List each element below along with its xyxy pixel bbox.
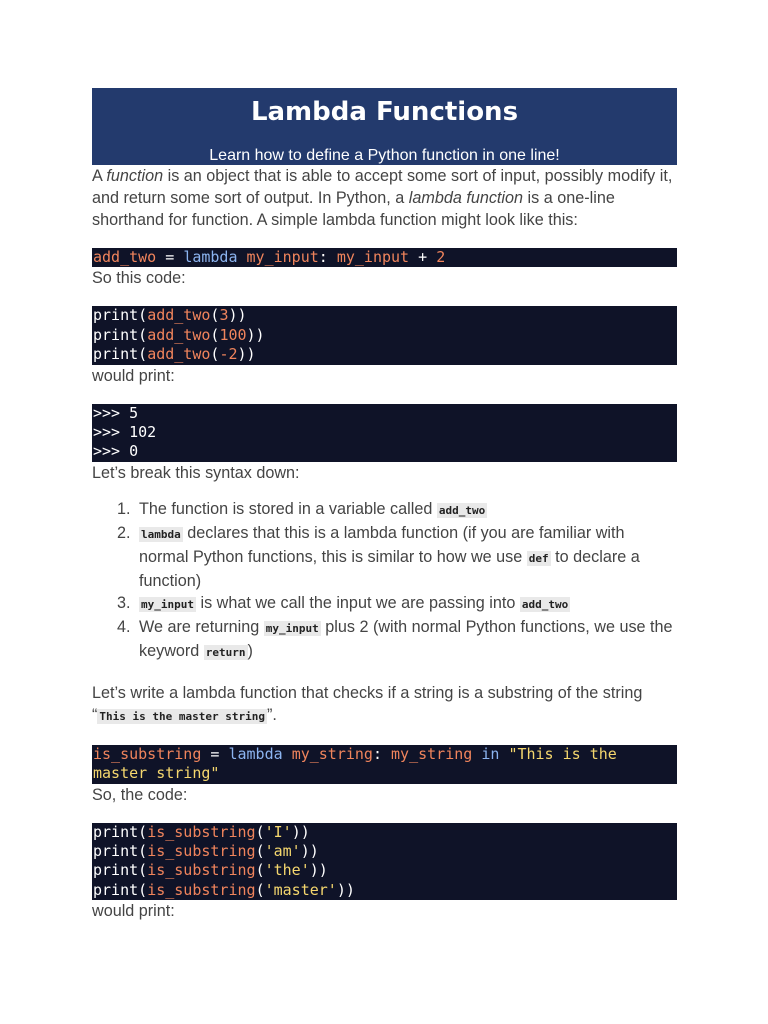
code-token: is_substring — [147, 880, 256, 899]
code-token: is_substring — [147, 841, 256, 860]
code-token — [238, 248, 247, 266]
step-text: plus 2 (with normal Python functions, we use the keyword — [139, 617, 673, 660]
code-token: print( — [93, 306, 148, 325]
code-line — [93, 823, 677, 842]
step-text: We are returning — [139, 617, 264, 636]
code-token: ( — [210, 325, 220, 344]
text-so-the-code: So, the code: — [92, 785, 188, 804]
code-block-is-substring — [92, 745, 677, 784]
code-token: print( — [93, 861, 148, 880]
code-token: add_two — [93, 248, 157, 266]
code-token: print( — [93, 880, 148, 899]
code-token: is_substring — [147, 861, 256, 880]
code-token: add_two — [147, 325, 211, 344]
code-token: add_two — [147, 345, 211, 364]
text-so-this-code: So this code: — [92, 269, 186, 288]
code-token: lambda — [228, 744, 283, 763]
code-token: 'master' — [264, 880, 337, 899]
document-page — [92, 88, 677, 922]
code-token: ( — [210, 306, 220, 325]
quote-open: “ — [92, 705, 98, 724]
code-block-print-is-substring — [92, 823, 677, 901]
intro-paragraph — [92, 165, 677, 231]
step-text: is what we call the input we are passing into — [195, 593, 520, 612]
code-line — [93, 745, 677, 764]
substring-intro-end: . — [272, 705, 277, 724]
intro-text-a: A — [92, 167, 107, 185]
code-token: 3 — [219, 306, 229, 325]
code-token: : — [318, 248, 337, 266]
code-token: print( — [93, 325, 148, 344]
inline-code: lambda — [141, 527, 181, 541]
code-line — [93, 345, 677, 364]
code-token: print( — [93, 345, 148, 364]
code-token: 'the' — [264, 861, 310, 880]
code-token: = — [201, 744, 229, 763]
code-token: )) — [237, 345, 256, 364]
inline-code: This is the master string — [99, 709, 265, 723]
code-line — [93, 881, 677, 900]
list-number: 3. — [117, 593, 131, 612]
substring-intro-text: Let’s write a lambda function that checks if a string is a substring of the string — [92, 683, 643, 702]
code-line — [93, 326, 677, 345]
code-token: )) — [228, 306, 247, 325]
code-token: )) — [246, 325, 265, 344]
code-token: my_input — [336, 248, 410, 266]
step-text: to declare a function) — [139, 547, 640, 590]
code-token: print( — [93, 841, 148, 860]
list-item — [92, 616, 677, 664]
text-break-down: Let’s break this syntax down: — [92, 463, 300, 482]
code-token: my_input — [246, 248, 319, 266]
inline-code: return — [205, 645, 246, 659]
header-banner — [92, 88, 677, 165]
inline-code: my_input — [141, 597, 194, 611]
code-token: ( — [210, 345, 220, 364]
list-number: 1. — [117, 499, 131, 518]
code-token: 'am' — [264, 841, 301, 860]
code-token: : — [372, 744, 392, 763]
inline-code: def — [528, 551, 549, 565]
code-token: lambda — [183, 248, 238, 266]
list-item — [92, 522, 677, 592]
output-line: >>> 0 — [93, 442, 139, 461]
inline-code: add_two — [521, 597, 569, 611]
output-block-1 — [92, 404, 677, 462]
code-line — [93, 842, 677, 861]
output-line: >>> 102 — [93, 422, 157, 441]
code-token: ( — [255, 861, 265, 880]
intro-text-c: is a one-line shorthand for function. A simple lambda function might look like this: — [92, 189, 615, 229]
code-token: + — [409, 248, 437, 266]
code-token: ( — [255, 880, 265, 899]
text-would-print-1: would print: — [92, 366, 175, 385]
code-token: ( — [255, 822, 265, 841]
code-token — [283, 745, 292, 763]
code-line — [93, 861, 677, 880]
quote-close: ” — [266, 705, 273, 724]
inline-code: add_two — [438, 503, 486, 517]
code-token: master string" — [93, 764, 220, 783]
code-block-print-add-two — [92, 306, 677, 364]
page-subtitle: Learn how to define a Python function in one line! — [209, 147, 560, 164]
code-token: is_substring — [147, 822, 256, 841]
substring-intro-paragraph — [92, 682, 677, 728]
code-token: -2 — [219, 345, 238, 364]
code-token: my_string — [391, 744, 473, 763]
code-token: in — [472, 744, 509, 763]
code-token: add_two — [147, 306, 211, 325]
list-number: 4. — [117, 617, 131, 636]
list-item — [92, 498, 677, 522]
list-item — [92, 592, 677, 616]
syntax-steps-list — [92, 498, 677, 664]
code-line — [93, 306, 677, 325]
step-text: declares that this is a lambda function (if you are familiar with normal Python functions, this is similar to how we use — [139, 523, 625, 566]
step-text: ) — [247, 641, 253, 660]
code-token: )) — [309, 861, 328, 880]
code-token: )) — [291, 822, 310, 841]
code-token: "This is the — [508, 744, 617, 763]
code-token: )) — [300, 841, 319, 860]
code-token: print( — [93, 822, 148, 841]
code-token: 100 — [219, 325, 247, 344]
code-token: = — [156, 248, 184, 266]
code-block-add-two — [92, 248, 677, 267]
code-token: 'I' — [264, 822, 292, 841]
code-line — [93, 764, 677, 783]
step-text: The function is stored in a variable called — [139, 499, 437, 518]
code-token: ( — [255, 841, 265, 860]
code-token: 2 — [436, 248, 446, 266]
list-number: 2. — [117, 523, 131, 542]
output-line: >>> 5 — [93, 403, 139, 422]
text-would-print-2: would print: — [92, 902, 175, 921]
page-title: Lambda Functions — [250, 97, 519, 127]
intro-text-b: is an object that is able to accept some sort of input, possibly modify it, and return some sort of output. In Python, a — [92, 167, 673, 207]
code-token: )) — [336, 880, 355, 899]
inline-code: my_input — [265, 621, 319, 635]
intro-em-function: function — [106, 167, 164, 185]
intro-em-lambda: lambda function — [408, 189, 524, 207]
code-token: is_substring — [93, 744, 202, 763]
code-token: my_string — [291, 744, 373, 763]
